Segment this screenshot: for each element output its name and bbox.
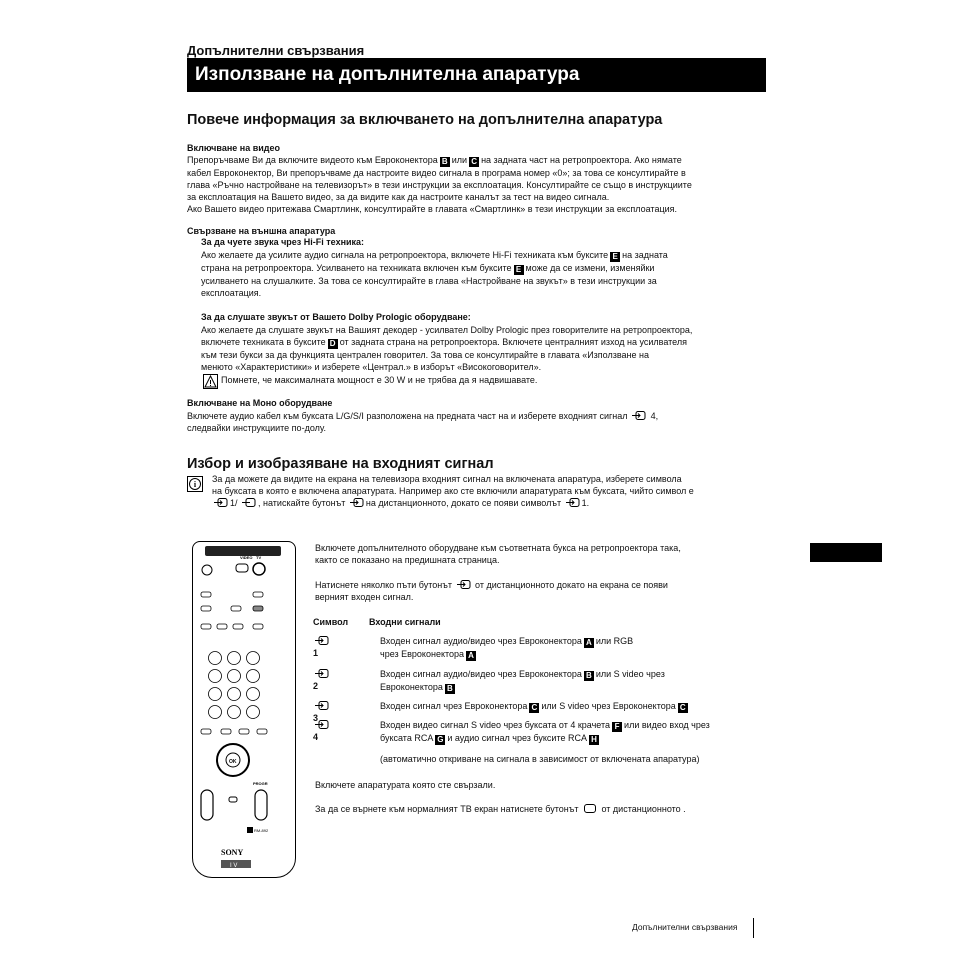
external-subheading: Свързване на външна апаратура	[187, 226, 336, 236]
remote-drawing	[193, 542, 294, 876]
page-title: Използване на допълнителна апаратура	[187, 58, 766, 92]
warning-text: Помнете, че максималната мощност е 30 W и не трябва да я надвишавате.	[221, 375, 538, 385]
step2-text: Натиснете няколко пъти бутонът от дистанционното докато на екрана се появи верният входен сигнал.	[315, 580, 668, 602]
remote-video-label: VIDEO	[240, 555, 253, 560]
input-icon	[214, 498, 228, 507]
footer-divider	[753, 918, 754, 938]
table-header-symbol: Символ	[313, 617, 349, 627]
step1-text: Включете допълнителното оборудване към съответната букса на ретропроектора така, както се показано на предишната страница.	[315, 543, 681, 565]
remote-model: RM-892	[254, 828, 269, 833]
remote-tv-bottom: I V	[230, 863, 238, 869]
dolby-subheading: За да слушате звукът от Вашето Dolby Prologic оборудване:	[201, 312, 471, 322]
input-icon	[566, 498, 580, 507]
hifi-paragraph: Ако желаете да усилите аудио сигнала на ретропроектора, включете Hi-Fi техниката към буксите E на задната страна на ретропроектора. Усилването на техниката включен към буксите E може да се измени, изменяйки усилването на слушалките. За това се консултирайте в глава «Настройване на звукът» в тези инструкции за експлоатация.	[201, 250, 668, 298]
svg-text:i: i	[193, 480, 197, 489]
remote-control-illustration	[192, 541, 296, 878]
input-icon	[315, 720, 329, 729]
hifi-subheading: За да чуете звука чрез Hi-Fi техника:	[201, 237, 365, 247]
chapter-tab	[810, 543, 882, 562]
input-icon	[315, 669, 329, 678]
remote-brand: SONY	[221, 848, 244, 857]
table-header-inputs: Входни сигнали	[369, 617, 441, 627]
section1-heading: Повече информация за включването на допълнителна апаратура	[187, 112, 663, 128]
dolby-paragraph: Ако желаете да слушате звукът на Вашият декодер - усилвател Dolby Prologic през говорителите на ретропроектора, включете техниката в буксите D от задната страна на ретропроектора. Включете централният изход на усилвателя към тези букси за да функцията централен говорител. За това се консултирайте в главата «Използване на менюто «Характеристики» и изберете «Централ.» в изборът «Високоговорител».	[201, 325, 693, 372]
info-icon	[187, 476, 203, 492]
step3-text: Включете апаратурата която сте свързали.	[315, 780, 496, 790]
input-button-icon	[350, 498, 364, 507]
step4-text: За да се върнете към нормалният ТВ екран натиснете бутонът от дистанционното .	[315, 804, 686, 814]
input-icon	[632, 411, 646, 420]
connector-e-badge: E	[514, 265, 524, 275]
warning-icon	[203, 374, 218, 389]
section2-intro: За да можете да видите на екрана на телевизора входният сигнал на включената апаратура, изберете символа на буксата в която е включена апаратурата. Например ако сте включили апаратурата към буксата, чийто символ е 1/ , натискайте бутонът на дистанционното, докато се появи символът 1.	[212, 474, 694, 508]
input-icon	[315, 636, 329, 645]
connector-b-badge: B	[440, 157, 450, 167]
input-icon	[315, 701, 329, 710]
connector-e-badge: E	[610, 252, 620, 262]
remote-tv-label: TV	[256, 555, 262, 560]
section2-heading: Избор и изобразяване на входният сигнал	[187, 456, 494, 472]
video-paragraph: Препоръчваме Ви да включите видеото към Евроконектора B или C на задната част на ретропроектора. Ако нямате кабел Евроконектор, Ви препоръчваме да настроите видео сигнала в програма номер «0»; за това се консултирайте в глава «Ръчно настройване на телевизорът» в тези инструкции за експлоатация. Консултирайте се също в инструкциите за експлоатация на Вашето видео, за да видите как да настроите каналът за тест на видео сигнала. Ако Вашето видео притежава Смартлинк, консултирайте в главата «Смартлинк» в тези инструкции за експлоатация.	[187, 155, 692, 214]
section-label: Допълнителни свързвания	[187, 43, 365, 58]
connector-d-badge: D	[328, 339, 338, 349]
connector-c-badge: C	[469, 157, 479, 167]
input-alt-icon	[242, 498, 256, 507]
input-button-icon	[457, 580, 471, 589]
remote-progr-label: PROGR	[253, 781, 268, 786]
mono-paragraph: Включете аудио кабел към буксата L/G/S/I разположена на предната част на и изберете входният сигнал 4, следвайки инструкциите по-долу.	[187, 411, 659, 433]
video-subheading: Включване на видео	[187, 143, 280, 153]
remote-ok-label: OK	[229, 759, 237, 765]
mono-subheading: Включване на Моно оборудване	[187, 398, 333, 408]
footer-text: Допълнителни свързвания	[632, 922, 738, 932]
tv-button-icon	[583, 804, 597, 813]
